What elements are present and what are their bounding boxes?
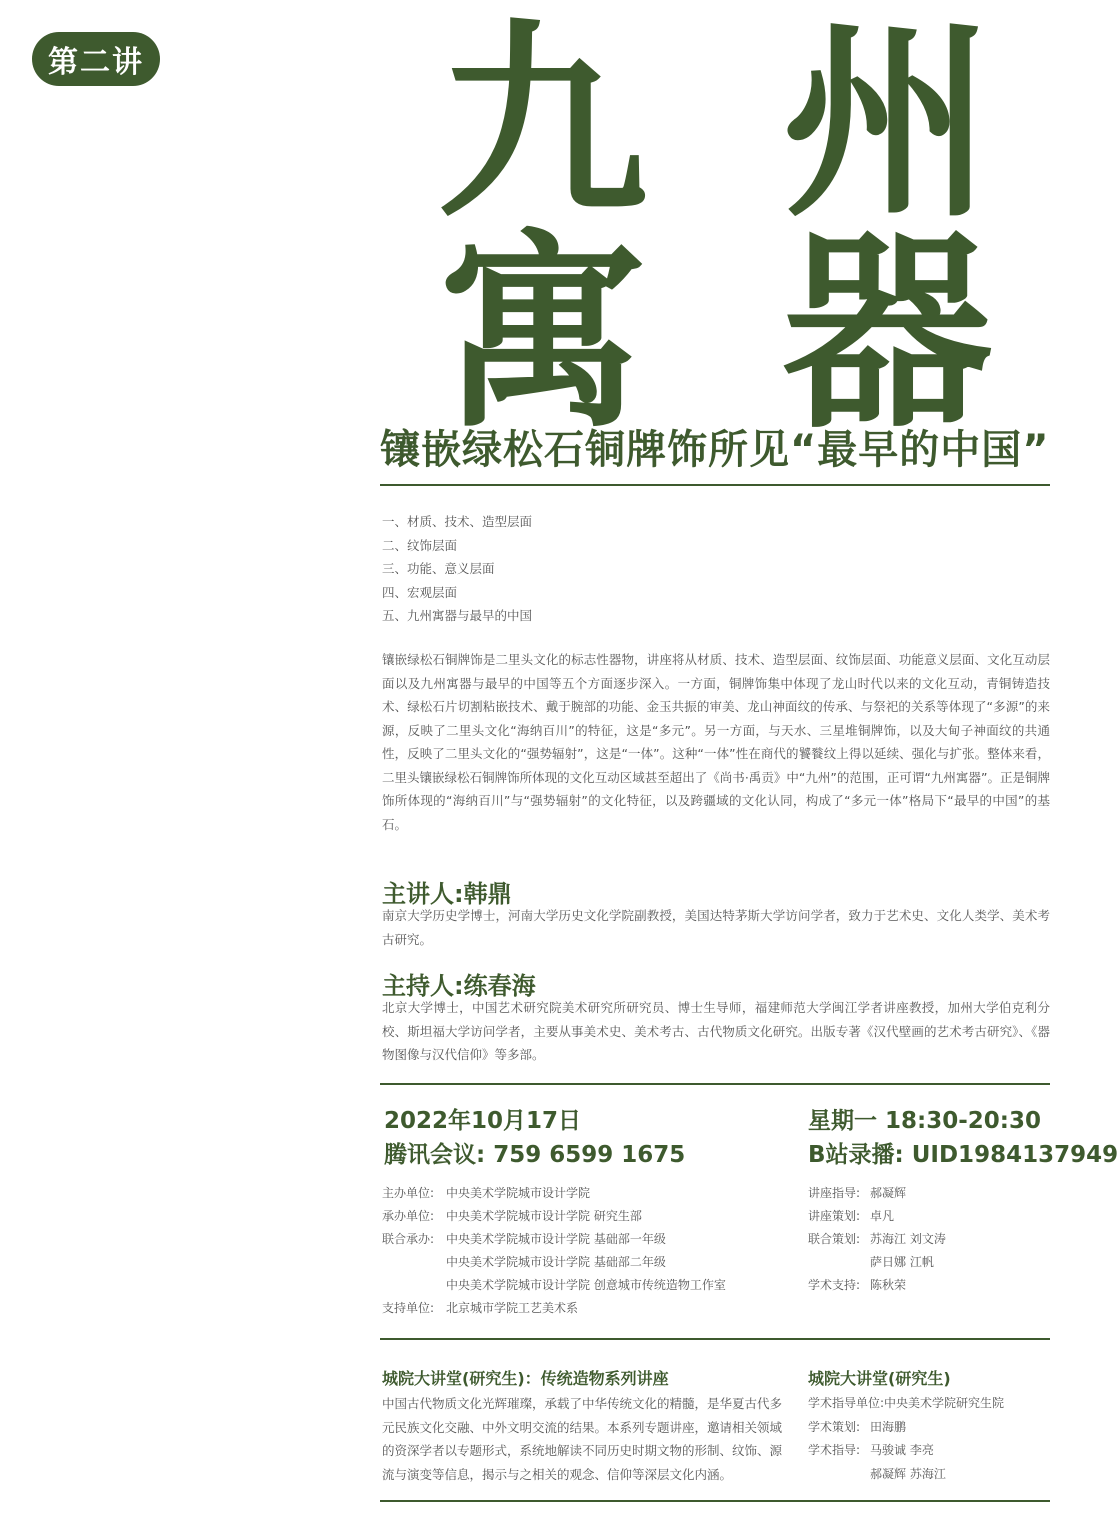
outline-item: 四、宏观层面: [382, 584, 458, 600]
organizer-row: 中央美术学院城市设计学院 创意城市传统造物工作室: [446, 1278, 726, 1292]
title-char-2: 州: [782, 0, 993, 246]
staff-row: 讲座策划: 卓凡: [808, 1209, 895, 1223]
forum-list: [808, 1392, 1004, 1486]
forum-row: 郝凝辉 苏海江: [870, 1466, 946, 1481]
speaker-title: 主讲人:韩鼎: [382, 880, 512, 908]
title-char-4: 器: [782, 209, 993, 456]
title-char-1: 九: [437, 0, 648, 246]
organizer-row: 承办单位: 中央美术学院城市设计学院 研究生部: [382, 1209, 642, 1223]
event-time-bilibili: [808, 1104, 1118, 1172]
host-title: 主持人:练春海: [382, 972, 536, 1000]
host-bio: 北京大学博士，中国艺术研究院美术研究所研究员、博士生导师，福建师范大学闽江学者讲座教授，加州大学伯克利分校、斯坦福大学访问学者，主要从事美术史、美术考古、古代物质文化研究。出版专著《汉代壁画的艺术考古研究》、《器物图像与汉代信仰》等多部。: [382, 1000, 1050, 1062]
organizer-row: 中央美术学院城市设计学院 基础部二年级: [446, 1255, 666, 1269]
forum-title: 城院大讲堂(研究生): [808, 1369, 951, 1388]
organizer-row: 联合承办: 中央美术学院城市设计学院 基础部一年级: [382, 1232, 666, 1246]
event-date-meeting: [384, 1104, 685, 1172]
organizer-row: 支持单位: 北京城市学院工艺美术系: [382, 1301, 579, 1315]
series-description: 中国古代物质文化光辉璀璨，承载了中华传统文化的精髓，是华夏古代多元民族文化交融、中外文明交流的结果。本系列专题讲座，邀请相关领域的资深学者以专题形式，系统地解读不同历史时期文物的形制、纹饰、源流与演变等信息，揭示与之相关的观念、信仰等深层文化内涵。: [382, 1396, 783, 1482]
divider: [380, 484, 1050, 486]
meeting-id: 腾讯会议: 759 6599 1675: [384, 1142, 686, 1168]
outline-item: 一、材质、技术、造型层面: [382, 514, 533, 529]
staff-row: 学术支持: 陈秋荣: [808, 1278, 907, 1292]
bilibili-id: B站录播: UID1984137949: [808, 1142, 1118, 1168]
lecture-number-badge: 第二讲: [32, 32, 160, 86]
staff-row: 讲座指导: 郝凝辉: [808, 1186, 907, 1200]
staff-list: [808, 1182, 946, 1297]
outline-item: 三、功能、意义层面: [382, 561, 495, 576]
divider: [380, 1338, 1050, 1340]
outline-item: 五、九州寓器与最早的中国: [382, 608, 533, 623]
series-title: 城院大讲堂(研究生)：传统造物系列讲座: [382, 1369, 669, 1388]
staff-row: 萨日娜 江帆: [870, 1255, 934, 1269]
event-time: 星期一 18:30-20:30: [808, 1108, 1041, 1134]
forum-row: 学术指导单位: 中央美术学院研究生院: [808, 1396, 1005, 1410]
divider: [380, 1083, 1050, 1085]
intro-paragraph: 镶嵌绿松石铜牌饰是二里头文化的标志性器物，讲座将从材质、技术、造型层面、纹饰层面、功能意义层面、文化互动层面以及九州寓器与最早的中国等五个方面逐步深入。一方面，铜牌饰集中体现了龙山时代以来的文化互动，青铜铸造技术、绿松石片切割粘嵌技术、戴于腕部的功能、金玉共振的审美、龙山神面纹的传承、与祭祀的关系等体现了“多源”的来源，反映了二里头文化“海纳百川”的特征，这是“多元”。另一方面，与天水、三星堆铜牌饰，以及大甸子神面纹的共通性，反映了二里头文化的“强势辐射”，这是“一体”。这种“一体”性在商代的饕餮纹上得以延续、强化与扩张。整体来看，二里头镶嵌绿松石铜牌饰所体现的文化互动区域甚至超出了《尚书·禹贡》中“九州”的范围，正可谓“九州寓器”。正是铜牌饰所体现的“海纳百川”与“强势辐射”的文化特征，以及跨疆域的文化认同，构成了“多元一体”格局下“最早的中国”的基石。: [382, 652, 1050, 832]
outline-list: [382, 510, 532, 628]
title-char-3: 寓: [437, 209, 648, 456]
staff-row: 联合策划: 苏海江 刘文涛: [808, 1232, 946, 1246]
speaker-bio: 南京大学历史学博士，河南大学历史文化学院副教授，美国达特茅斯大学访问学者，致力于艺术史、文化人类学、美术考古研究。: [382, 908, 1050, 947]
outline-item: 二、纹饰层面: [382, 537, 458, 553]
organizer-row: 主办单位: 中央美术学院城市设计学院: [382, 1186, 591, 1200]
forum-row: 学术策划: 田海鹏: [808, 1419, 907, 1434]
organizer-list: [382, 1182, 726, 1320]
subtitle: 镶嵌绿松石铜牌饰所见“最早的中国”: [380, 427, 1050, 473]
forum-row: 学术指导: 马骏诚 李亮: [808, 1443, 934, 1457]
event-date: 2022年10月17日: [384, 1108, 582, 1134]
divider: [380, 1500, 1050, 1502]
